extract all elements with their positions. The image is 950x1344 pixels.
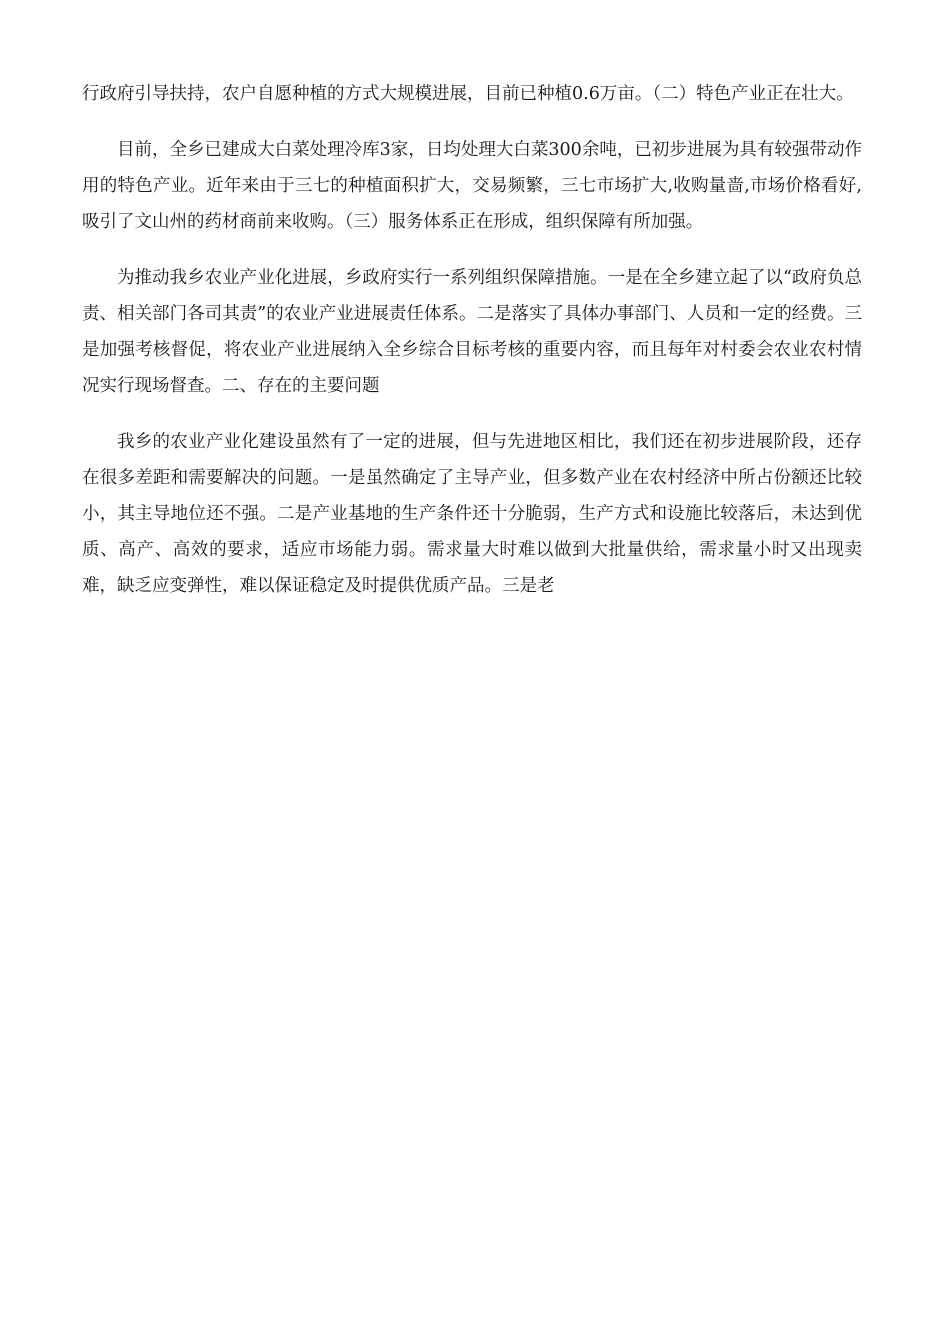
paragraph-2: 目前，全乡已建成大白菜处理冷库3家，日均处理大白菜300余吨，已初步进展为具有较强带动作用的特色产业。近年来由于三七的种植面积扩大，交易频繁，三七市场扩大,收购量啬,市场价格看好,吸引了文山州的药材商前来收购。（三）服务体系正在形成，组织保障有所加强。 — [82, 140, 862, 232]
paragraph-1: 行政府引导扶持，农户自愿种植的方式大规模进展，目前已种植0.6万亩。（二）特色产业正在壮大。 — [82, 84, 854, 104]
paragraph-4: 我乡的农业产业化建设虽然有了一定的进展，但与先进地区相比，我们还在初步进展阶段，还存在很多差距和需要解决的问题。一是虽然确定了主导产业，但多数产业在农村经济中所占份额还比较小，其主导地位还不强。二是产业基地的生产条件还十分脆弱，生产方式和设施比较落后，未达到优质、高产、高效的要求，适应市场能力弱。需求量大时难以做到大批量供给，需求量小时又出现卖难，缺乏应变弹性，难以保证稳定及时提供优质产品。三是老 — [82, 432, 862, 596]
paragraph-3: 为推动我乡农业产业化进展，乡政府实行一系列组织保障措施。一是在全乡建立起了以“政府负总责、相关部门各司其责”的农业产业进展责任体系。二是落实了具体办事部门、人员和一定的经费。三是加强考核督促，将农业产业进展纳入全乡综合目标考核的重要内容，而且每年对村委会农业农村情况实行现场督查。二、存在的主要问题 — [82, 268, 862, 396]
document-body — [82, 76, 862, 624]
